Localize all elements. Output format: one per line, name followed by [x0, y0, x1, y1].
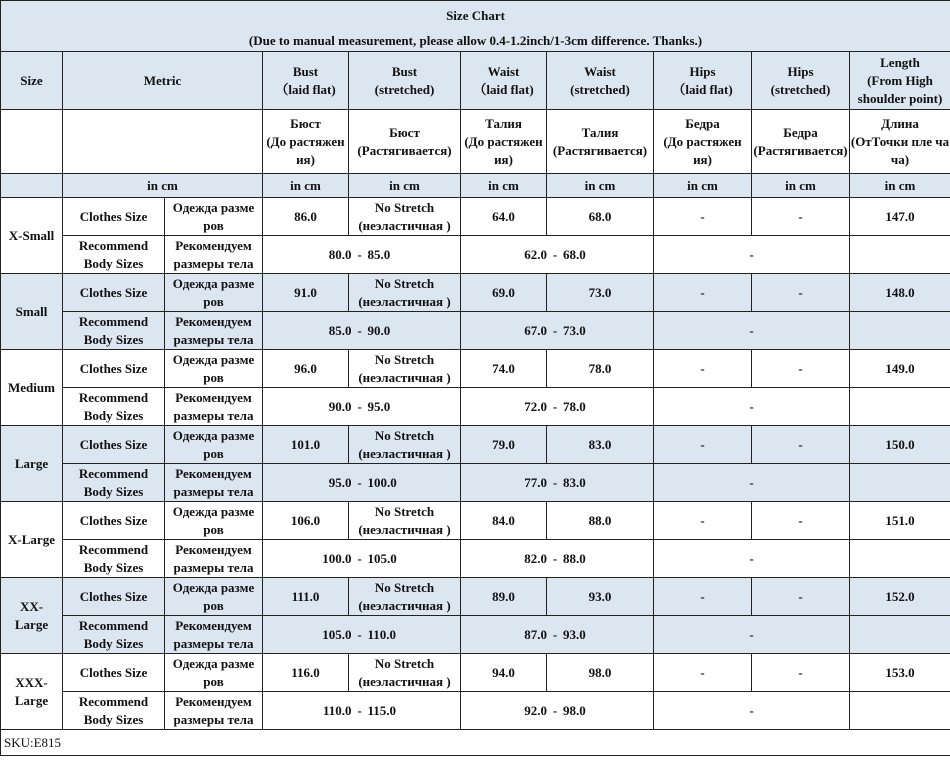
- recommend-waist-range: [461, 616, 654, 654]
- hips-value: -: [654, 654, 752, 692]
- sku-row: [1, 730, 950, 756]
- hips-stretched-value: -: [752, 654, 850, 692]
- rec-waist-min: 62.0: [524, 246, 547, 262]
- size-row-recommend: [1, 312, 950, 350]
- rec-bust-dash: -: [357, 702, 362, 718]
- recommend-waist-range: [461, 388, 654, 426]
- rec-waist-max: 93.0: [563, 626, 586, 642]
- clothes-size-label-ru: Одежда разме ров: [165, 350, 263, 388]
- recommend-label: Recommend Body Sizes: [63, 616, 165, 654]
- bust-value: 91.0: [263, 274, 349, 312]
- rec-bust-min: 95.0: [328, 474, 352, 490]
- recommend-hips: -: [654, 388, 850, 426]
- recommend-length-blank: [850, 464, 950, 502]
- rec-waist-dash: -: [552, 322, 558, 338]
- clothes-size-label-ru: Одежда разме ров: [165, 578, 263, 616]
- size-row-clothes: [1, 654, 950, 692]
- recommend-waist-range: [461, 692, 654, 730]
- rec-bust-dash: -: [357, 626, 362, 642]
- rec-waist-dash: -: [552, 474, 558, 490]
- size-name: Small: [1, 274, 63, 350]
- recommend-bust-range: [263, 540, 461, 578]
- recommend-label: Recommend Body Sizes: [63, 388, 165, 426]
- hips-value: -: [654, 578, 752, 616]
- rec-bust-max: 110.0: [367, 626, 397, 642]
- units-size-blank: [1, 174, 63, 198]
- waist-stretched-value: 93.0: [547, 578, 654, 616]
- bust-value: 96.0: [263, 350, 349, 388]
- no-stretch-note: No Stretch (неэластичная ): [349, 426, 461, 464]
- recommend-length-blank: [850, 540, 950, 578]
- recommend-hips: -: [654, 236, 850, 274]
- hips-value: -: [654, 350, 752, 388]
- header-hips-stretched: Hips (stretched): [752, 52, 850, 110]
- recommend-length-blank: [850, 616, 950, 654]
- size-row-recommend: [1, 388, 950, 426]
- header-bust-stretched: Bust (stretched): [349, 52, 461, 110]
- rec-waist-dash: -: [552, 626, 558, 642]
- rec-waist-min: 72.0: [524, 398, 547, 414]
- clothes-size-label: Clothes Size: [63, 274, 165, 312]
- rec-bust-min: 85.0: [328, 322, 352, 338]
- recommend-hips: -: [654, 464, 850, 502]
- bust-value: 86.0: [263, 198, 349, 236]
- header-waist-flat: Waist （laid flat): [461, 52, 547, 110]
- recommend-length-blank: [850, 312, 950, 350]
- clothes-size-label-ru: Одежда разме ров: [165, 426, 263, 464]
- rec-waist-dash: -: [552, 398, 558, 414]
- rec-bust-dash: -: [357, 398, 362, 414]
- rec-bust-dash: -: [357, 550, 362, 566]
- header-ru-waist-flat: Талия (До растяжен ия): [461, 110, 547, 174]
- header-ru-waist-stretched: Талия (Растягивается): [547, 110, 654, 174]
- recommend-label-ru: Рекомендуем размеры тела: [165, 236, 263, 274]
- hips-stretched-value: -: [752, 198, 850, 236]
- rec-waist-min: 92.0: [524, 702, 547, 718]
- size-row-clothes: [1, 274, 950, 312]
- recommend-waist-range: [461, 464, 654, 502]
- no-stretch-note: No Stretch (неэластичная ): [349, 274, 461, 312]
- size-row-clothes: [1, 426, 950, 464]
- header-ru-hips-flat: Бедра (До растяжен ия): [654, 110, 752, 174]
- rec-bust-min: 80.0: [328, 246, 352, 262]
- units-bust-flat: in cm: [263, 174, 349, 198]
- length-value: 149.0: [850, 350, 950, 388]
- size-row-recommend: [1, 616, 950, 654]
- units-waist-stretched: in cm: [547, 174, 654, 198]
- units-bust-stretched: in cm: [349, 174, 461, 198]
- rec-waist-min: 67.0: [524, 322, 547, 338]
- bust-value: 101.0: [263, 426, 349, 464]
- rec-bust-max: 85.0: [367, 246, 391, 262]
- recommend-bust-range: [263, 464, 461, 502]
- header-hips-flat: Hips （laid flat): [654, 52, 752, 110]
- rec-bust-dash: -: [357, 246, 362, 262]
- size-row-clothes: [1, 502, 950, 540]
- rec-bust-dash: -: [357, 474, 362, 490]
- recommend-length-blank: [850, 236, 950, 274]
- rec-bust-max: 100.0: [367, 474, 397, 490]
- bust-value: 111.0: [263, 578, 349, 616]
- rec-bust-min: 105.0: [322, 626, 352, 642]
- recommend-bust-range: [263, 692, 461, 730]
- units-length: in cm: [850, 174, 950, 198]
- recommend-waist-range: [461, 540, 654, 578]
- recommend-label: Recommend Body Sizes: [63, 464, 165, 502]
- recommend-label: Recommend Body Sizes: [63, 236, 165, 274]
- size-name: Medium: [1, 350, 63, 426]
- rec-waist-dash: -: [552, 702, 558, 718]
- header-size: Size: [1, 52, 63, 110]
- rec-waist-max: 88.0: [563, 550, 586, 566]
- hips-stretched-value: -: [752, 578, 850, 616]
- hips-stretched-value: -: [752, 502, 850, 540]
- header-ru-hips-stretched: Бедра (Растягивается): [752, 110, 850, 174]
- recommend-label: Recommend Body Sizes: [63, 540, 165, 578]
- rec-bust-min: 100.0: [322, 550, 352, 566]
- hips-value: -: [654, 502, 752, 540]
- hips-stretched-value: -: [752, 426, 850, 464]
- hips-value: -: [654, 198, 752, 236]
- waist-value: 69.0: [461, 274, 547, 312]
- recommend-waist-range: [461, 236, 654, 274]
- rec-waist-max: 73.0: [563, 322, 586, 338]
- units-waist-flat: in cm: [461, 174, 547, 198]
- rec-waist-max: 98.0: [563, 702, 586, 718]
- length-value: 148.0: [850, 274, 950, 312]
- recommend-label: Recommend Body Sizes: [63, 312, 165, 350]
- size-row-clothes: [1, 578, 950, 616]
- size-name: XXX- Large: [1, 654, 63, 730]
- header-ru-bust-stretched: Бюст (Растягивается): [349, 110, 461, 174]
- size-name: Large: [1, 426, 63, 502]
- size-name: X-Large: [1, 502, 63, 578]
- rec-bust-max: 105.0: [367, 550, 397, 566]
- length-value: 152.0: [850, 578, 950, 616]
- hips-stretched-value: -: [752, 274, 850, 312]
- size-name: XX- Large: [1, 578, 63, 654]
- size-row-clothes: [1, 350, 950, 388]
- size-row-recommend: [1, 464, 950, 502]
- rec-waist-max: 78.0: [563, 398, 586, 414]
- waist-value: 74.0: [461, 350, 547, 388]
- header-bust-flat: Bust （laid flat): [263, 52, 349, 110]
- recommend-label-ru: Рекомендуем размеры тела: [165, 388, 263, 426]
- header-waist-stretched: Waist (stretched): [547, 52, 654, 110]
- waist-value: 84.0: [461, 502, 547, 540]
- waist-stretched-value: 88.0: [547, 502, 654, 540]
- waist-value: 89.0: [461, 578, 547, 616]
- clothes-size-label: Clothes Size: [63, 578, 165, 616]
- rec-waist-max: 68.0: [563, 246, 586, 262]
- hips-value: -: [654, 274, 752, 312]
- rec-waist-dash: -: [552, 246, 558, 262]
- clothes-size-label: Clothes Size: [63, 198, 165, 236]
- header-metric: Metric: [63, 52, 263, 110]
- length-value: 151.0: [850, 502, 950, 540]
- length-value: 147.0: [850, 198, 950, 236]
- recommend-label-ru: Рекомендуем размеры тела: [165, 540, 263, 578]
- clothes-size-label-ru: Одежда разме ров: [165, 502, 263, 540]
- length-value: 153.0: [850, 654, 950, 692]
- recommend-bust-range: [263, 312, 461, 350]
- recommend-label-ru: Рекомендуем размеры тела: [165, 616, 263, 654]
- no-stretch-note: No Stretch (неэластичная ): [349, 198, 461, 236]
- sku-label: SKU:E815: [1, 730, 950, 756]
- clothes-size-label-ru: Одежда разме ров: [165, 198, 263, 236]
- header-ru-size-blank: [1, 110, 63, 174]
- hips-value: -: [654, 426, 752, 464]
- chart-subtitle: (Due to manual measurement, please allow 0.4-1.2inch/1-3cm difference. Thanks.): [1, 31, 950, 52]
- recommend-hips: -: [654, 692, 850, 730]
- size-row-recommend: [1, 692, 950, 730]
- rec-bust-max: 115.0: [367, 702, 397, 718]
- waist-stretched-value: 83.0: [547, 426, 654, 464]
- header-ru-length: Длина (ОтТочки пле ча ча): [850, 110, 950, 174]
- clothes-size-label-ru: Одежда разме ров: [165, 654, 263, 692]
- rec-bust-min: 110.0: [322, 702, 352, 718]
- length-value: 150.0: [850, 426, 950, 464]
- recommend-waist-range: [461, 312, 654, 350]
- rec-waist-dash: -: [552, 550, 558, 566]
- no-stretch-note: No Stretch (неэластичная ): [349, 350, 461, 388]
- size-row-recommend: [1, 540, 950, 578]
- recommend-length-blank: [850, 692, 950, 730]
- header-ru-metric-blank: [63, 110, 263, 174]
- rec-waist-min: 82.0: [524, 550, 547, 566]
- clothes-size-label: Clothes Size: [63, 350, 165, 388]
- waist-stretched-value: 73.0: [547, 274, 654, 312]
- waist-stretched-value: 68.0: [547, 198, 654, 236]
- recommend-hips: -: [654, 616, 850, 654]
- waist-stretched-value: 78.0: [547, 350, 654, 388]
- units-metric: in cm: [63, 174, 263, 198]
- rec-bust-max: 95.0: [367, 398, 391, 414]
- rec-bust-max: 90.0: [367, 322, 391, 338]
- clothes-size-label: Clothes Size: [63, 654, 165, 692]
- waist-value: 64.0: [461, 198, 547, 236]
- units-hips-stretched: in cm: [752, 174, 850, 198]
- recommend-length-blank: [850, 388, 950, 426]
- bust-value: 116.0: [263, 654, 349, 692]
- size-name: X-Small: [1, 198, 63, 274]
- chart-title: Size Chart: [1, 1, 950, 31]
- size-row-clothes: [1, 198, 950, 236]
- hips-stretched-value: -: [752, 350, 850, 388]
- recommend-bust-range: [263, 616, 461, 654]
- no-stretch-note: No Stretch (неэластичная ): [349, 502, 461, 540]
- no-stretch-note: No Stretch (неэластичная ): [349, 654, 461, 692]
- no-stretch-note: No Stretch (неэластичная ): [349, 578, 461, 616]
- recommend-label: Recommend Body Sizes: [63, 692, 165, 730]
- recommend-label-ru: Рекомендуем размеры тела: [165, 692, 263, 730]
- waist-stretched-value: 98.0: [547, 654, 654, 692]
- clothes-size-label-ru: Одежда разме ров: [165, 274, 263, 312]
- rec-waist-min: 87.0: [524, 626, 547, 642]
- recommend-label-ru: Рекомендуем размеры тела: [165, 312, 263, 350]
- bust-value: 106.0: [263, 502, 349, 540]
- recommend-hips: -: [654, 312, 850, 350]
- waist-value: 79.0: [461, 426, 547, 464]
- rec-waist-min: 77.0: [524, 474, 547, 490]
- rec-bust-dash: -: [357, 322, 362, 338]
- waist-value: 94.0: [461, 654, 547, 692]
- recommend-hips: -: [654, 540, 850, 578]
- clothes-size-label: Clothes Size: [63, 426, 165, 464]
- units-hips-flat: in cm: [654, 174, 752, 198]
- size-row-recommend: [1, 236, 950, 274]
- recommend-bust-range: [263, 388, 461, 426]
- recommend-bust-range: [263, 236, 461, 274]
- recommend-label-ru: Рекомендуем размеры тела: [165, 464, 263, 502]
- rec-bust-min: 90.0: [328, 398, 352, 414]
- clothes-size-label: Clothes Size: [63, 502, 165, 540]
- header-ru-bust-flat: Бюст (До растяжен ия): [263, 110, 349, 174]
- header-length: Length (From High shoulder point): [850, 52, 950, 110]
- rec-waist-max: 83.0: [563, 474, 586, 490]
